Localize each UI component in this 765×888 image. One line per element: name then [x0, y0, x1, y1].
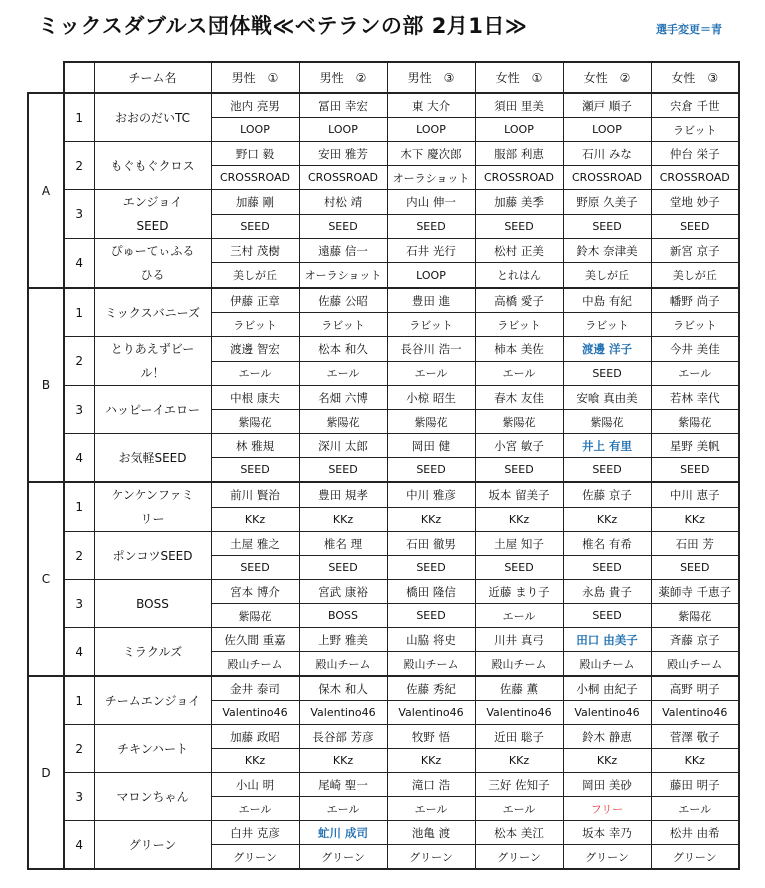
block-label: B	[28, 288, 64, 482]
club-name: オーラショット	[387, 166, 475, 190]
club-name: KKz	[475, 507, 563, 532]
club-name: エール	[475, 604, 563, 628]
team-number: 2	[64, 532, 94, 580]
club-name: 殿山チーム	[475, 652, 563, 677]
club-name: KKz	[563, 507, 651, 532]
club-name: エール	[299, 797, 387, 821]
club-name: 殿山チーム	[651, 652, 739, 677]
club-name: 紫陽花	[651, 410, 739, 434]
team-number: 3	[64, 580, 94, 628]
player-name: 薬師寺 千恵子	[651, 580, 739, 604]
player-name: 小宮 敏子	[475, 434, 563, 458]
player-name: 名畑 六博	[299, 386, 387, 410]
club-name: SEED	[299, 458, 387, 483]
club-name: 紫陽花	[475, 410, 563, 434]
club-name: エール	[387, 797, 475, 821]
club-name: Valentino46	[211, 701, 299, 725]
player-name: 三好 佐知子	[475, 773, 563, 797]
player-name: 尾崎 聖一	[299, 773, 387, 797]
club-name: 紫陽花	[299, 410, 387, 434]
club-name: SEED	[563, 361, 651, 386]
player-name: 石井 光行	[387, 239, 475, 263]
club-name: KKz	[651, 749, 739, 773]
team-number: 1	[64, 93, 94, 142]
player-name: 佐久間 重嘉	[211, 628, 299, 652]
player-name: 佐藤 公昭	[299, 288, 387, 313]
player-name: 加藤 美季	[475, 190, 563, 215]
club-name: エール	[651, 797, 739, 821]
club-name: LOOP	[387, 263, 475, 288]
club-name: KKz	[211, 749, 299, 773]
club-name: CROSSROAD	[475, 166, 563, 190]
club-name: ラビット	[211, 313, 299, 337]
team-player-row	[28, 190, 739, 215]
player-name: 橋田 隆信	[387, 580, 475, 604]
club-name: ラビット	[475, 313, 563, 337]
player-name: 松村 正美	[475, 239, 563, 263]
player-name: 仲台 栄子	[651, 142, 739, 166]
column-header: 男性 ②	[299, 62, 387, 93]
player-name: 虻川 成司	[299, 821, 387, 845]
player-name: 松井 由希	[651, 821, 739, 845]
club-name: ラビット	[651, 118, 739, 142]
club-name: エール	[299, 361, 387, 386]
column-header: 男性 ①	[211, 62, 299, 93]
corner-cell	[28, 62, 64, 93]
player-name: 高野 明子	[651, 676, 739, 701]
club-name: KKz	[299, 507, 387, 532]
club-name: CROSSROAD	[299, 166, 387, 190]
team-player-row	[28, 434, 739, 458]
player-name: 鈴木 奈津美	[563, 239, 651, 263]
club-name: とれはん	[475, 263, 563, 288]
club-name: LOOP	[299, 118, 387, 142]
player-name: 松本 美江	[475, 821, 563, 845]
club-name: SEED	[299, 214, 387, 239]
player-name: 坂本 幸乃	[563, 821, 651, 845]
club-name: フリー	[563, 797, 651, 821]
block-label: D	[28, 676, 64, 869]
player-name: 佐藤 薫	[475, 676, 563, 701]
player-name: 井上 有里	[563, 434, 651, 458]
team-player-row	[28, 676, 739, 701]
club-name: 殿山チーム	[299, 652, 387, 677]
team-number: 1	[64, 482, 94, 532]
club-name: SEED	[563, 556, 651, 580]
player-name: 保木 和人	[299, 676, 387, 701]
player-name: 小椋 昭生	[387, 386, 475, 410]
player-name: 石田 徹男	[387, 532, 475, 556]
club-name: ラビット	[299, 313, 387, 337]
player-name: 冨田 幸宏	[299, 93, 387, 118]
club-name: KKz	[299, 749, 387, 773]
team-name: とりあえずビール！	[94, 337, 211, 386]
player-name: 坂本 留美子	[475, 482, 563, 507]
club-name: BOSS	[299, 604, 387, 628]
team-player-row	[28, 142, 739, 166]
player-name: 野口 毅	[211, 142, 299, 166]
club-name: 紫陽花	[211, 604, 299, 628]
player-name: 石田 芳	[651, 532, 739, 556]
club-name: グリーン	[299, 845, 387, 870]
club-name: SEED	[211, 458, 299, 483]
club-name: SEED	[475, 556, 563, 580]
team-number: 4	[64, 821, 94, 870]
team-name: お気軽SEED	[94, 434, 211, 483]
player-name: 東 大介	[387, 93, 475, 118]
player-name: 近田 聡子	[475, 725, 563, 749]
team-name: ぴゅーてぃふるひる	[94, 239, 211, 289]
player-name: 深川 太郎	[299, 434, 387, 458]
team-player-row	[28, 288, 739, 313]
player-name: 斉藤 京子	[651, 628, 739, 652]
header-row	[28, 62, 739, 93]
block-label: A	[28, 93, 64, 288]
player-name: 川井 真弓	[475, 628, 563, 652]
team-number: 2	[64, 725, 94, 773]
player-name: 宍倉 千世	[651, 93, 739, 118]
player-name: 岡田 美砂	[563, 773, 651, 797]
club-name: KKz	[387, 507, 475, 532]
player-name: 堂地 妙子	[651, 190, 739, 215]
player-name: 高橋 愛子	[475, 288, 563, 313]
player-name: 小山 明	[211, 773, 299, 797]
club-name: Valentino46	[475, 701, 563, 725]
player-name: 木下 慶次郎	[387, 142, 475, 166]
club-name: SEED	[475, 458, 563, 483]
club-name: Valentino46	[299, 701, 387, 725]
club-name: エール	[475, 797, 563, 821]
roster-table	[27, 61, 740, 870]
club-name: CROSSROAD	[563, 166, 651, 190]
club-name: SEED	[651, 214, 739, 239]
player-name: 田口 由美子	[563, 628, 651, 652]
player-name: 椎名 理	[299, 532, 387, 556]
team-player-row	[28, 482, 739, 507]
club-name: SEED	[651, 556, 739, 580]
team-name: マロンちゃん	[94, 773, 211, 821]
player-name: 安田 雅芳	[299, 142, 387, 166]
team-number: 4	[64, 239, 94, 289]
club-name: Valentino46	[387, 701, 475, 725]
player-name: 近藤 まり子	[475, 580, 563, 604]
club-name: 殿山チーム	[563, 652, 651, 677]
club-name: オーラショット	[299, 263, 387, 288]
player-name: 若林 幸代	[651, 386, 739, 410]
club-name: SEED	[563, 458, 651, 483]
player-name: 佐藤 京子	[563, 482, 651, 507]
team-number: 1	[64, 676, 94, 725]
team-number: 3	[64, 386, 94, 434]
club-name: グリーン	[387, 845, 475, 870]
club-name: エール	[211, 797, 299, 821]
team-name: ケンケンファミリー	[94, 482, 211, 532]
team-name: ポンコツSEED	[94, 532, 211, 580]
player-name: 白井 克彦	[211, 821, 299, 845]
club-name: Valentino46	[563, 701, 651, 725]
team-number: 4	[64, 628, 94, 677]
player-name: 安喰 真由美	[563, 386, 651, 410]
team-player-row	[28, 725, 739, 749]
player-name: 内山 伸一	[387, 190, 475, 215]
team-player-row	[28, 628, 739, 652]
team-name: BOSS	[94, 580, 211, 628]
club-name: エール	[387, 361, 475, 386]
club-name: グリーン	[475, 845, 563, 870]
club-name: SEED	[563, 604, 651, 628]
club-name: 殿山チーム	[387, 652, 475, 677]
column-header: 女性 ③	[651, 62, 739, 93]
player-name: 滝口 浩	[387, 773, 475, 797]
team-name: エンジョイSEED	[94, 190, 211, 239]
player-name: 加藤 政昭	[211, 725, 299, 749]
player-name: 小桐 由紀子	[563, 676, 651, 701]
player-name: 豊田 規孝	[299, 482, 387, 507]
club-name: 紫陽花	[651, 604, 739, 628]
player-name: 長谷部 芳彦	[299, 725, 387, 749]
team-name: チキンハート	[94, 725, 211, 773]
team-name: もぐもぐクロス	[94, 142, 211, 190]
player-name: 今井 美佳	[651, 337, 739, 362]
club-name: KKz	[651, 507, 739, 532]
player-name: 宮本 博介	[211, 580, 299, 604]
player-name: 長谷川 浩一	[387, 337, 475, 362]
team-player-row	[28, 580, 739, 604]
club-name: 美しが丘	[563, 263, 651, 288]
club-name: グリーン	[651, 845, 739, 870]
player-name: 石川 みな	[563, 142, 651, 166]
player-name: 牧野 悟	[387, 725, 475, 749]
column-header: 女性 ②	[563, 62, 651, 93]
player-name: 宮武 康裕	[299, 580, 387, 604]
player-name: 永島 貴子	[563, 580, 651, 604]
club-name: グリーン	[563, 845, 651, 870]
column-header: チーム名	[94, 62, 211, 93]
team-player-row	[28, 773, 739, 797]
club-name: SEED	[387, 214, 475, 239]
club-name: CROSSROAD	[651, 166, 739, 190]
player-name: 星野 美帆	[651, 434, 739, 458]
player-name: 渡邊 智宏	[211, 337, 299, 362]
team-number: 3	[64, 190, 94, 239]
player-name: 柿本 美佐	[475, 337, 563, 362]
team-number: 2	[64, 337, 94, 386]
club-name: SEED	[475, 214, 563, 239]
club-name: SEED	[563, 214, 651, 239]
club-name: KKz	[475, 749, 563, 773]
club-name: SEED	[299, 556, 387, 580]
club-name: KKz	[563, 749, 651, 773]
club-name: SEED	[651, 458, 739, 483]
team-player-row	[28, 93, 739, 118]
player-name: 伊藤 正章	[211, 288, 299, 313]
club-name: 美しが丘	[651, 263, 739, 288]
player-name: 野原 久美子	[563, 190, 651, 215]
player-name: 三村 茂樹	[211, 239, 299, 263]
player-name: 中根 康夫	[211, 386, 299, 410]
player-name: 新宮 京子	[651, 239, 739, 263]
club-name: KKz	[211, 507, 299, 532]
page-title: ミックスダブルス団体戦≪ベテランの部 2月1日≫	[38, 14, 528, 38]
club-name: 紫陽花	[563, 410, 651, 434]
player-name: 前川 賢治	[211, 482, 299, 507]
club-name: 紫陽花	[387, 410, 475, 434]
player-name: 土屋 知子	[475, 532, 563, 556]
team-player-row	[28, 821, 739, 845]
player-name: 村松 靖	[299, 190, 387, 215]
player-name: 山脇 将史	[387, 628, 475, 652]
club-name: LOOP	[387, 118, 475, 142]
team-player-row	[28, 386, 739, 410]
team-name: チームエンジョイ	[94, 676, 211, 725]
club-name: エール	[651, 361, 739, 386]
change-note: 選手変更＝青	[656, 23, 722, 36]
player-name: 池内 亮男	[211, 93, 299, 118]
team-player-row	[28, 337, 739, 362]
player-name: 菅澤 敬子	[651, 725, 739, 749]
player-name: 瀬戸 順子	[563, 93, 651, 118]
team-name: グリーン	[94, 821, 211, 870]
club-name: KKz	[387, 749, 475, 773]
club-name: CROSSROAD	[211, 166, 299, 190]
club-name: ラビット	[651, 313, 739, 337]
player-name: 豊田 進	[387, 288, 475, 313]
team-player-row	[28, 532, 739, 556]
club-name: SEED	[211, 214, 299, 239]
team-number: 3	[64, 773, 94, 821]
club-name: Valentino46	[651, 701, 739, 725]
player-name: 中島 有紀	[563, 288, 651, 313]
column-header: 男性 ③	[387, 62, 475, 93]
team-number: 1	[64, 288, 94, 337]
player-name: 須田 里美	[475, 93, 563, 118]
block-label: C	[28, 482, 64, 676]
player-name: 椎名 有希	[563, 532, 651, 556]
player-name: 金井 泰司	[211, 676, 299, 701]
club-name: エール	[475, 361, 563, 386]
club-name: エール	[211, 361, 299, 386]
club-name: SEED	[387, 458, 475, 483]
player-name: 池亀 渡	[387, 821, 475, 845]
player-name: 中川 雅彦	[387, 482, 475, 507]
player-name: 岡田 健	[387, 434, 475, 458]
club-name: 殿山チーム	[211, 652, 299, 677]
column-header: 女性 ①	[475, 62, 563, 93]
team-name: おおのだいTC	[94, 93, 211, 142]
club-name: グリーン	[211, 845, 299, 870]
team-number: 2	[64, 142, 94, 190]
club-name: 紫陽花	[211, 410, 299, 434]
club-name: SEED	[387, 604, 475, 628]
player-name: 中川 恵子	[651, 482, 739, 507]
player-name: 佐藤 秀紀	[387, 676, 475, 701]
player-name: 服部 利恵	[475, 142, 563, 166]
team-name: ミラクルズ	[94, 628, 211, 677]
player-name: 春木 友佳	[475, 386, 563, 410]
team-name: ハッピーイエロー	[94, 386, 211, 434]
club-name: LOOP	[211, 118, 299, 142]
club-name: SEED	[211, 556, 299, 580]
player-name: 鈴木 静恵	[563, 725, 651, 749]
player-name: 幡野 尚子	[651, 288, 739, 313]
team-player-row	[28, 239, 739, 263]
club-name: ラビット	[563, 313, 651, 337]
player-name: 加藤 剛	[211, 190, 299, 215]
team-number: 4	[64, 434, 94, 483]
player-name: 渡邊 洋子	[563, 337, 651, 362]
player-name: 藤田 明子	[651, 773, 739, 797]
team-name: ミックスバニーズ	[94, 288, 211, 337]
player-name: 林 雅規	[211, 434, 299, 458]
player-name: 土屋 雅之	[211, 532, 299, 556]
player-name: 上野 雅美	[299, 628, 387, 652]
player-name: 遠藤 信一	[299, 239, 387, 263]
num-header-cell	[64, 62, 94, 93]
club-name: SEED	[387, 556, 475, 580]
club-name: LOOP	[475, 118, 563, 142]
club-name: 美しが丘	[211, 263, 299, 288]
player-name: 松本 和久	[299, 337, 387, 362]
club-name: LOOP	[563, 118, 651, 142]
club-name: ラビット	[387, 313, 475, 337]
